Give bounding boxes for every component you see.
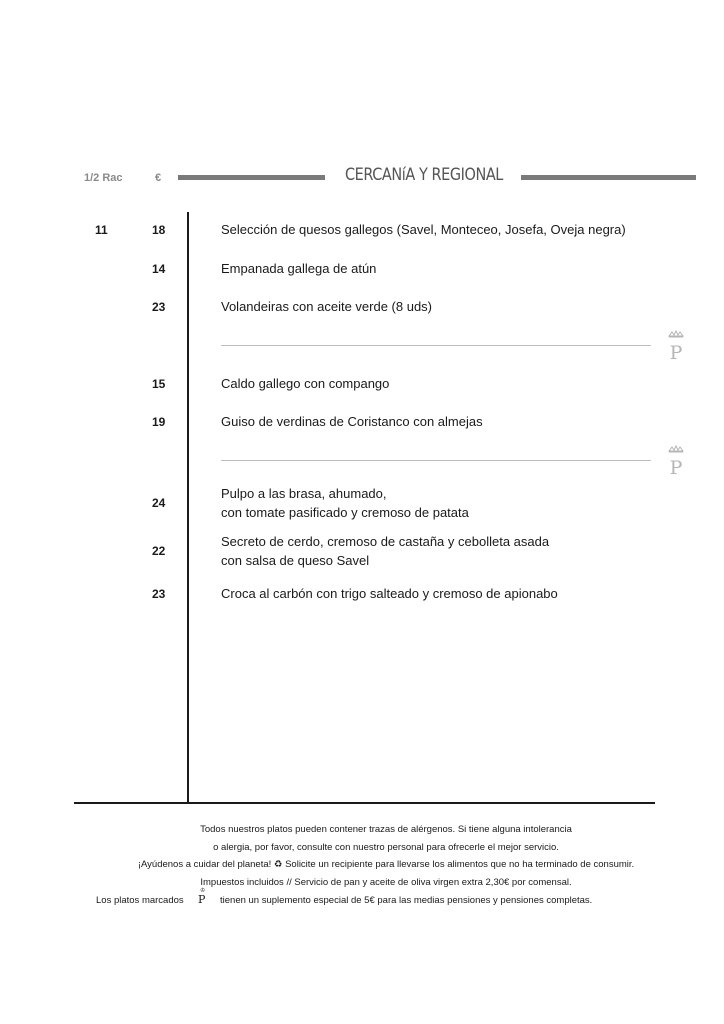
dish-name: Empanada gallega de atún bbox=[221, 261, 377, 276]
crowned-p-icon bbox=[665, 330, 687, 362]
supplement-mark-icon: ♔ P bbox=[198, 887, 206, 906]
section-separator bbox=[221, 460, 651, 461]
price: 19 bbox=[152, 415, 166, 429]
recycle-icon: ♻ bbox=[273, 859, 283, 870]
taxes-bread-notice: Impuestos incluidos // Servicio de pan y aceite de oliva virgen extra 2,30€ por comensal. bbox=[200, 877, 572, 888]
dish-name-line-2: con tomate pasificado y cremoso de patata bbox=[221, 505, 469, 520]
title-rule-left bbox=[178, 175, 325, 180]
half-ration-label: 1/2 Rac bbox=[84, 172, 123, 184]
crowned-p-icon bbox=[665, 445, 687, 477]
planet-notice-text: ¡Ayúdenos a cuidar del planeta! bbox=[137, 859, 272, 870]
dish-name: Croca al carbón con trigo salteado y cremoso de apionabo bbox=[221, 586, 558, 601]
dish-name: Volandeiras con aceite verde (8 uds) bbox=[221, 299, 433, 314]
price: 22 bbox=[152, 544, 166, 558]
price: 24 bbox=[152, 496, 166, 510]
dish-name: Selección de quesos gallegos (Savel, Monteceo, Josefa, Oveja negra) bbox=[221, 222, 626, 237]
currency-label: € bbox=[155, 172, 162, 184]
menu-bottom-rule bbox=[74, 802, 655, 804]
section-title: CERCANíA Y REGIONAL bbox=[345, 165, 503, 185]
section-separator bbox=[221, 345, 651, 346]
planet-notice-request: Solicite un recipiente para llevarse los alimentos que no ha terminado de consumir. bbox=[285, 859, 635, 870]
price: 14 bbox=[152, 262, 166, 276]
allergen-notice-line-2: o alergia, por favor, consulte con nuestro personal para ofrecerle el mejor servicio. bbox=[213, 842, 559, 853]
dish-name: Guiso de verdinas de Coristanco con almejas bbox=[221, 414, 483, 429]
price: 18 bbox=[152, 223, 166, 237]
allergen-notice-line-1: Todos nuestros platos pueden contener trazas de alérgenos. Si tiene alguna intolerancia bbox=[200, 824, 572, 835]
price-column-divider bbox=[187, 212, 189, 804]
title-rule-right bbox=[521, 175, 696, 180]
svg-text:P: P bbox=[669, 342, 683, 362]
supplement-notice-start: Los platos marcados bbox=[96, 895, 184, 906]
dish-name-line-1: Pulpo a las brasa, ahumado, bbox=[221, 486, 387, 501]
planet-notice bbox=[0, 859, 724, 870]
half-price: 11 bbox=[95, 223, 108, 237]
dish-name: Caldo gallego con compango bbox=[221, 376, 390, 391]
supplement-notice-end: tienen un suplemento especial de 5€ para las medias pensiones y pensiones completas. bbox=[220, 895, 593, 906]
svg-text:P: P bbox=[669, 457, 683, 477]
dish-name-line-1: Secreto de cerdo, cremoso de castaña y cebolleta asada bbox=[221, 534, 550, 549]
price: 23 bbox=[152, 300, 166, 314]
price: 15 bbox=[152, 377, 166, 391]
price: 23 bbox=[152, 587, 166, 601]
dish-name-line-2: con salsa de queso Savel bbox=[221, 553, 370, 568]
